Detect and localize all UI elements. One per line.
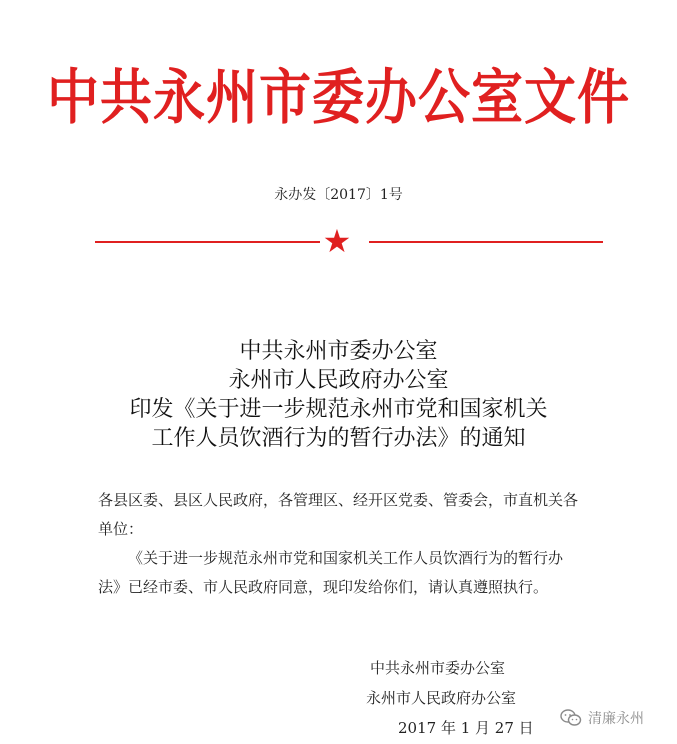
notice-title-line: 印发《关于进一步规范永州市党和国家机关: [129, 397, 548, 422]
document-header-title: 中共永州市委办公室文件: [46, 63, 630, 133]
signature-org-1: 中共永州市委办公室: [370, 659, 506, 677]
body-paragraph: 《关于进一步规范永州市党和国家机关工作人员饮酒行为的暂行办法》已经市委、市人民政府同意，现印发给你们，请认真遵照执行。: [98, 549, 564, 596]
signature-block: [366, 653, 566, 743]
addressees: 各县区委、县区人民政府，各管理区、经开区党委、管委会，市直机关各单位：: [98, 491, 579, 538]
notice-title-line: 永州市人民政府办公室: [228, 368, 449, 393]
star-icon: ★: [322, 222, 352, 260]
notice-body: [98, 486, 578, 602]
signature-org-2: 永州市人民政府办公室: [366, 689, 517, 707]
signature-date: 2017 年 1 月 27 日: [398, 719, 534, 737]
notice-title-line: 中共永州市委办公室: [239, 339, 438, 364]
notice-title-line: 工作人员饮酒行为的暂行办法》的通知: [151, 426, 526, 451]
watermark-text: 清廉永州: [588, 711, 644, 727]
red-divider-left: [95, 241, 320, 243]
red-divider-right: [369, 241, 603, 243]
wechat-icon: [560, 709, 582, 727]
document-number: 永办发〔2017〕1号: [274, 187, 403, 203]
watermark: [560, 706, 644, 730]
notice-title: [0, 337, 677, 453]
